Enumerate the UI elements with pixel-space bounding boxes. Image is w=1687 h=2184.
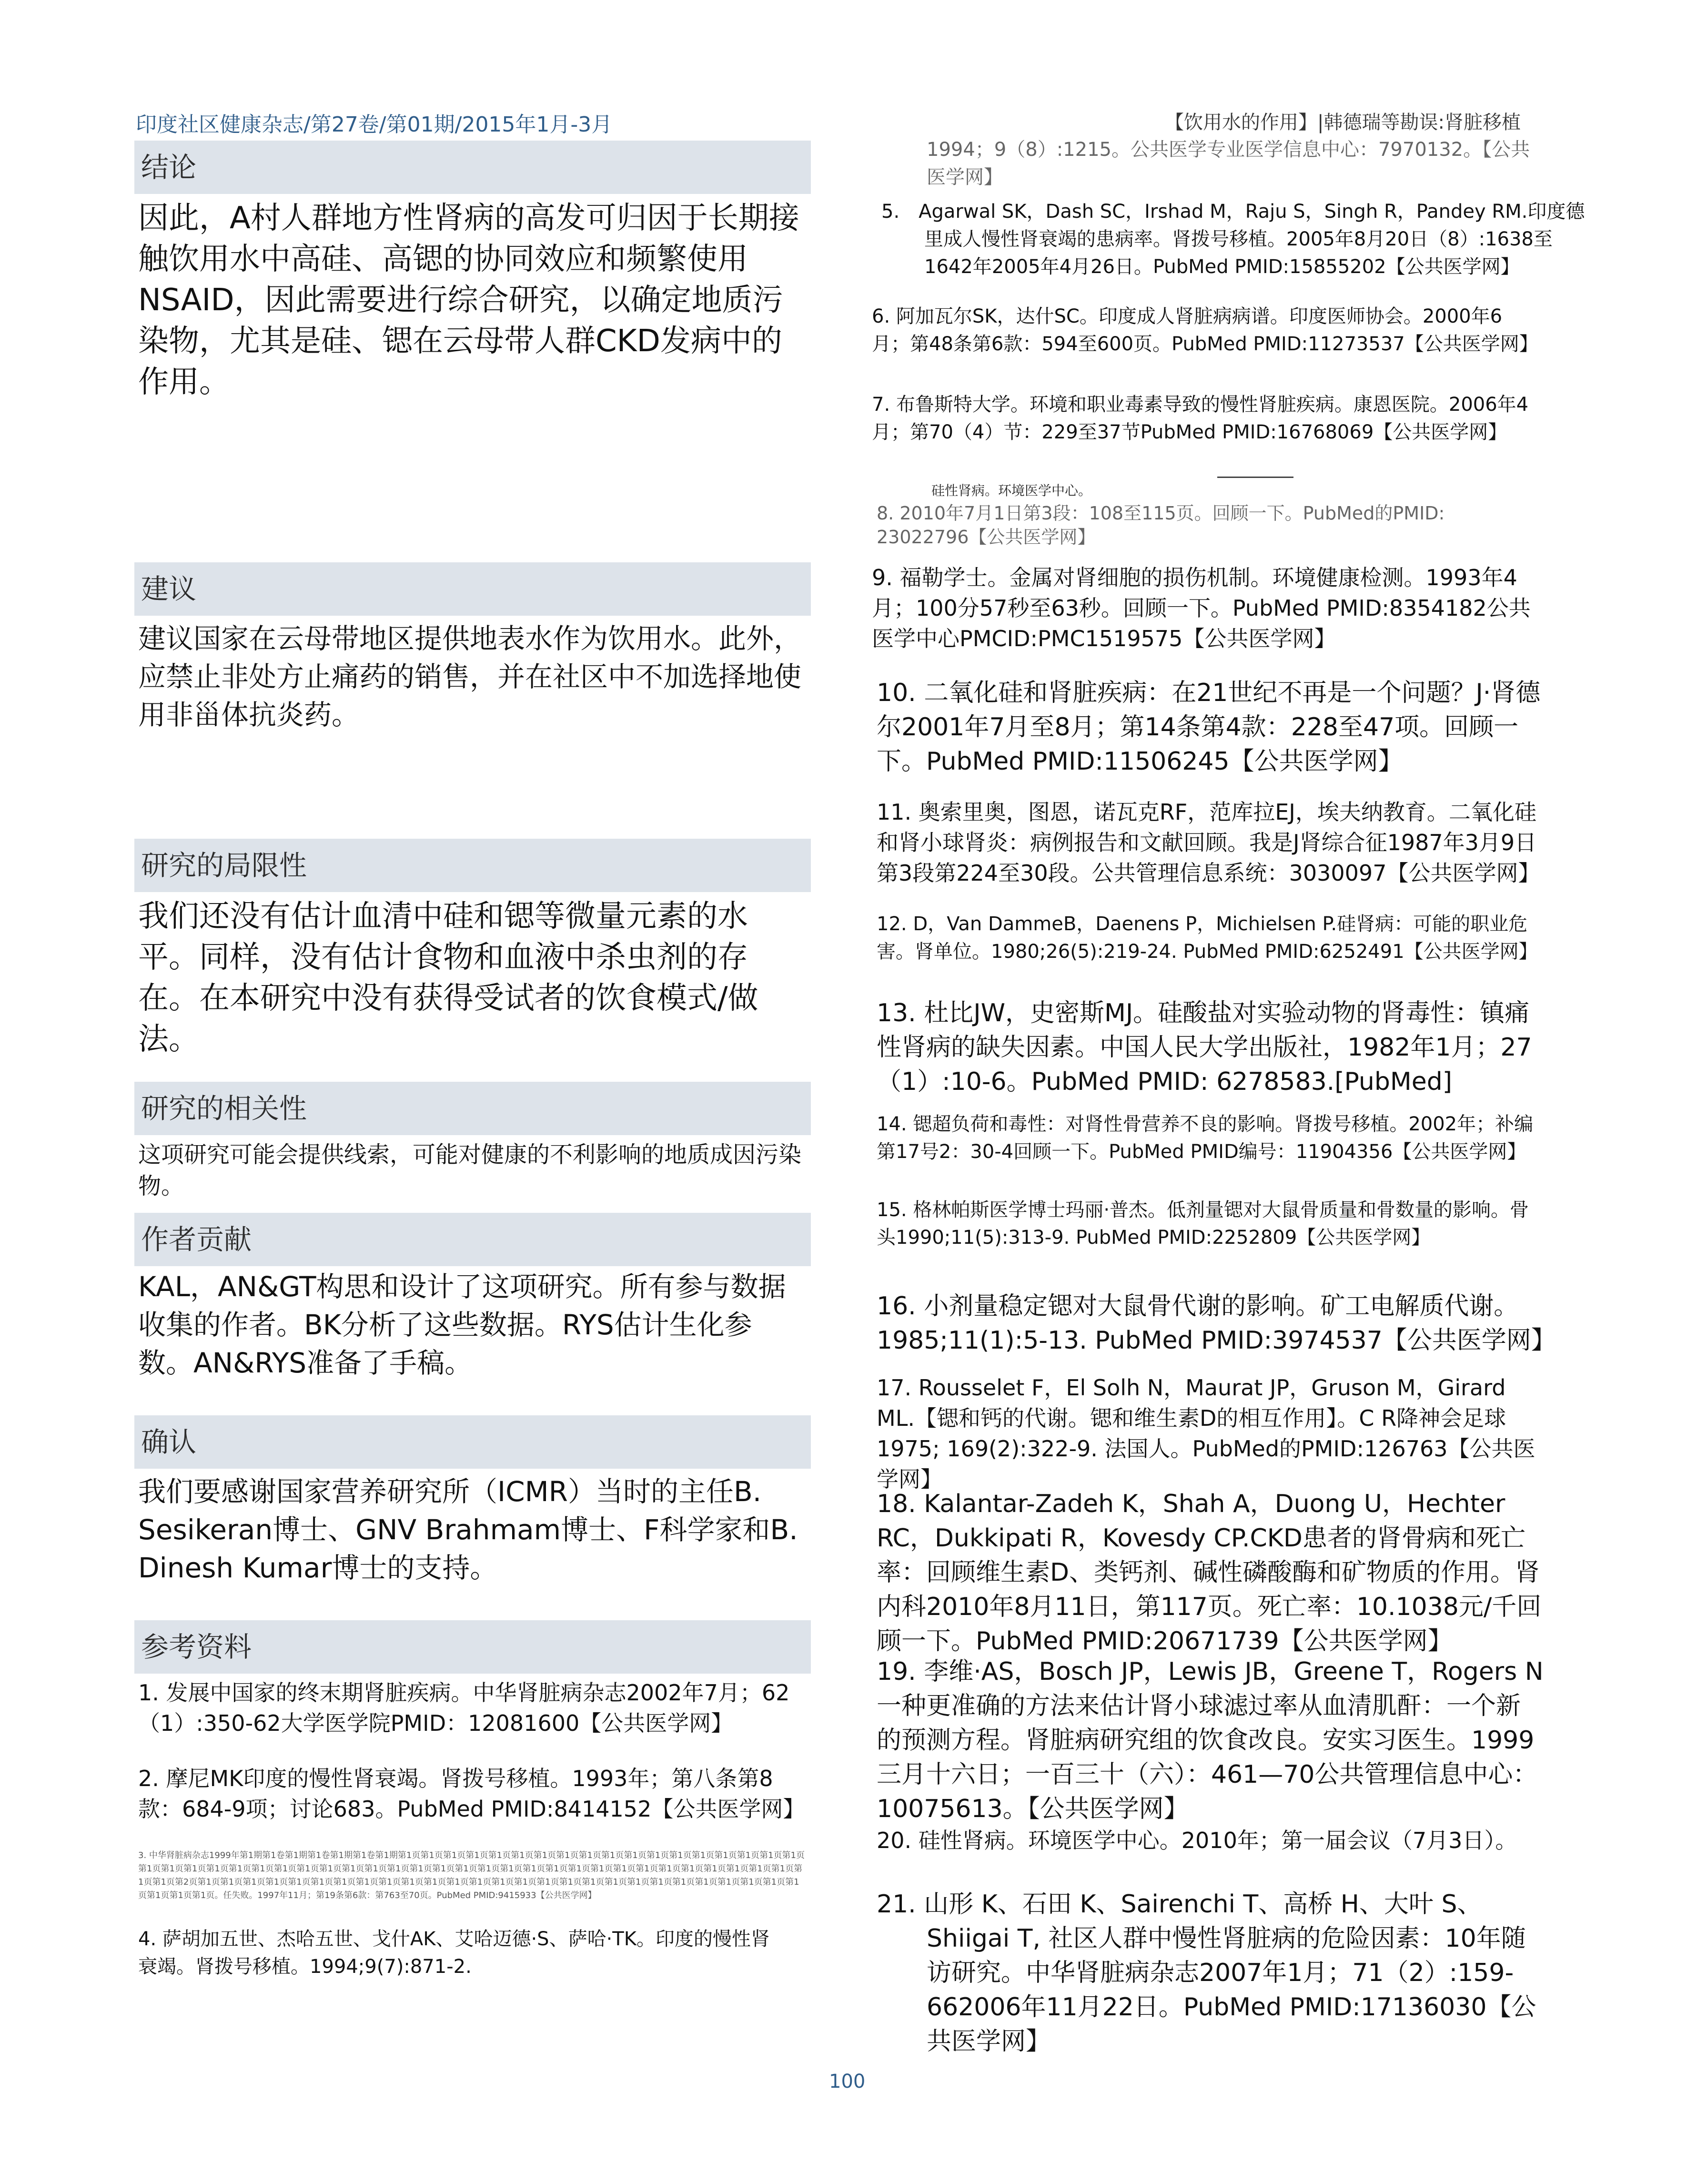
reference-8-title: 硅性肾病。环境医学中心。 bbox=[931, 483, 1092, 498]
reference-9: 9. 福勒学士。金属对肾细胞的损伤机制。环境健康检测。1993年4月；100分57秒至63秒。回顾一下。PubMed PMID:8354182公共医学中心PMCID:PMC1519575【公共医学网】 bbox=[872, 565, 1531, 651]
reference-18: 18. Kalantar-Zadeh K，Shah A，Duong U，Hechter RC，Dukkipati R，Kovesdy CP.CKD患者的肾骨病和死亡率：回顾维生素D、类钙剂、碱性磷酸酶和矿物质的作用。肾内科2010年8月11日，第117页。死亡率：10.1038元/千回顾一下。PubMed PMID:20671739【公共医学网】 bbox=[877, 1490, 1542, 1656]
reference-21: 21. 山形 K、石田 K、Sairenchi T、高桥 H、大叶 S、Shiigai T, 社区人群中慢性肾脏病的危险因素：10年随访研究。中华肾脏病杂志2007年1月；71（2）:159-662006年11月22日。PubMed PMID:17136030【公共医学网】 bbox=[877, 1890, 1536, 2056]
reference-13: 13. 杜比JW，史密斯MJ。硅酸盐对实验动物的肾毒性：镇痛性肾病的缺失因素。中国人民大学出版社，1982年1月；27（1）:10-6。PubMed PMID: 6278583.[PubMed] bbox=[877, 999, 1532, 1096]
conclusion-text: 因此，A村人群地方性肾病的高发可归因于长期接触饮用水中高硅、高锶的协同效应和频繁使用NSAID，因此需要进行综合研究，以确定地质污染物，尤其是硅、锶在云母带人群CKD发病中的作用。 bbox=[138, 201, 799, 400]
reference-14: 14. 锶超负荷和毒性：对肾性骨营养不良的影响。肾拨号移植。2002年；补编第17号2：30-4回顾一下。PubMed PMID编号：11904356【公共医学网】 bbox=[877, 1113, 1534, 1163]
section-heading-contributions: 作者贡献 bbox=[134, 1213, 811, 1266]
reference-8: 8. 2010年7月1日第3段：108至115页。回顾一下。PubMed的PMID: 23022796【公共医学网】 bbox=[877, 503, 1445, 548]
contributions-text: KAL，AN&GT构思和设计了这项研究。所有参与数据收集的作者。BK分析了这些数据。RYS估计生化参数。AN&RYS准备了手稿。 bbox=[138, 1270, 786, 1379]
relevance-text: 这项研究可能会提供线索，可能对健康的不利影响的地质成因污染物。 bbox=[138, 1141, 802, 1199]
limitations-text: 我们还没有估计血清中硅和锶等微量元素的水平。同样，没有估计食物和血液中杀虫剂的存在。在本研究中没有获得受试者的饮食模式/做法。 bbox=[138, 899, 758, 1057]
section-heading-references: 参考资料 bbox=[134, 1620, 811, 1674]
reference-12: 12. D，Van DammeB，Daenens P，Michielsen P.硅肾病：可能的职业危害。肾单位。1980;26(5):219-24. PubMed PMID:6252491【公共医学网】 bbox=[877, 913, 1538, 963]
reference-17: 17. Rousselet F，El Solh N，Maurat JP，Gruson M，Girard ML.【锶和钙的代谢。锶和维生素D的相互作用】。C R降神会足球1975; 169(2):322-9. 法国人。PubMed的PMID:126763【公共医学网】 bbox=[877, 1375, 1535, 1492]
acknowledgement-text: 我们要感谢国家营养研究所（ICMR）当时的主任B. Sesikeran博士、GNV Brahmam博士、F科学家和B. Dinesh Kumar博士的支持。 bbox=[138, 1475, 798, 1584]
reference-4: 4. 萨胡加五世、杰哈五世、戈什AK、艾哈迈德·S、萨哈·TK。印度的慢性肾衰竭。肾拨号移植。1994;9(7):871-2. bbox=[138, 1928, 770, 1978]
section-heading-limitations: 研究的局限性 bbox=[134, 839, 811, 892]
reference-15: 15. 格林帕斯医学博士玛丽·普杰。低剂量锶对大鼠骨质量和骨数量的影响。骨头1990;11(5):313-9. PubMed PMID:2252809【公共医学网】 bbox=[877, 1199, 1529, 1249]
reference-20: 20. 硅性肾病。环境医学中心。2010年；第一届会议（7月3日）。 bbox=[877, 1828, 1517, 1853]
running-title: 【饮用水的作用】|韩德瑞等勘误:肾脏移植 bbox=[1165, 112, 1521, 133]
reference-19: 19. 李维·AS，Bosch JP，Lewis JB，Greene T，Rogers N一种更准确的方法来估计肾小球滤过率从血清肌酐：一个新的预测方程。肾脏病研究组的饮食改良。安实习医生。1999 三月十六日；一百三十（六）：461—70公共管理信息中心：10075613。【公共医学网】 bbox=[877, 1657, 1544, 1823]
reference-7: 7. 布鲁斯特大学。环境和职业毒素导致的慢性肾脏疾病。康恩医院。2006年4月；第70（4）节：229至37节PubMed PMID:16768069【公共医学网】 bbox=[872, 394, 1529, 443]
recommendation-text: 建议国家在云母带地区提供地表水作为饮用水。此外，应禁止非处方止痛药的销售，并在社区中不加选择地使用非甾体抗炎药。 bbox=[138, 622, 802, 731]
section-heading-recommendation: 建议 bbox=[134, 562, 811, 616]
reference-10: 10. 二氧化硅和肾脏疾病：在21世纪不再是一个问题？J·肾德尔2001年7月至8月；第14条第4款：228至47项。回顾一下。PubMed PMID:11506245【公共医学网】 bbox=[877, 679, 1541, 776]
reference-5: 5. Agarwal SK，Dash SC，Irshad M，Raju S，Singh R，Pandey RM.印度德里成人慢性肾衰竭的患病率。肾拨号移植。2005年8月20日（8）:1638至1642年2005年4月26日。PubMed PMID:15855202【公共医学网】 bbox=[881, 201, 1585, 278]
reference-1: 1. 发展中国家的终末期肾脏疾病。中华肾脏病杂志2002年7月；62（1）:350-62大学医学院PMID：12081600【公共医学网】 bbox=[138, 1680, 790, 1736]
reference-16: 16. 小剂量稳定锶对大鼠骨代谢的影响。矿工电解质代谢。1985;11(1):5-13. PubMed PMID:3974537【公共医学网】 bbox=[877, 1292, 1556, 1355]
reference-11: 11. 奥索里奥，图恩，诺瓦克RF，范库拉EJ，埃夫纳教育。二氧化硅和肾小球肾炎：病例报告和文献回顾。我是J肾综合征1987年3月9日第3段第224至30段。公共管理信息系统：3030097【公共医学网】 bbox=[877, 799, 1540, 886]
journal-header: 印度社区健康杂志/第27卷/第01期/2015年1月-3月 bbox=[136, 112, 613, 137]
divider-line bbox=[1217, 477, 1293, 478]
reference-2: 2. 摩尼MK印度的慢性肾衰竭。肾拨号移植。1993年；第八条第8款：684-9项；讨论683。PubMed PMID:8414152【公共医学网】 bbox=[138, 1766, 805, 1822]
reference-3: 3. 中华肾脏病杂志1999年第1期第1卷第1期第1卷第1期第1卷第1期第1页第1页第1页第1页第1页第1页第1页第1页第1页第1页第1页第1页第1页第1页第1页第1页第1页第1页第1页第1页第1页第1页第1页第1页第1页第1页第1页第1页第1页第1页第1页第1页第1页第1页第1页第1页第1页第1页第1页第1页第1页第1页第1页第1页第1页第1页第1页第1页第1页第2页第1页第1页第1页第1页第1页第1页第1页第1页第1页第1页第1页第1页第1页第1页第1页第1页第1页第1页第1页第1页第1页第1页第1页第1页第1页第1页第1页第1页第1页第1页。任失败。1997年11月；第19条第6款：第763至70页。PubMed PMID:9415933【公共医学网】 bbox=[138, 1850, 805, 1900]
reference-4-continued: 1994；9（8）:1215。公共医学专业医学信息中心：7970132。【公共医学网】 bbox=[927, 139, 1530, 188]
section-heading-conclusion: 结论 bbox=[134, 141, 811, 194]
section-heading-relevance: 研究的相关性 bbox=[134, 1082, 811, 1135]
page-number: 100 bbox=[829, 2071, 866, 2093]
section-heading-acknowledgement: 确认 bbox=[134, 1415, 811, 1469]
reference-6: 6. 阿加瓦尔SK，达什SC。印度成人肾脏病病谱。印度医师协会。2000年6月；第48条第6款：594至600页。PubMed PMID:11273537【公共医学网】 bbox=[872, 305, 1538, 355]
